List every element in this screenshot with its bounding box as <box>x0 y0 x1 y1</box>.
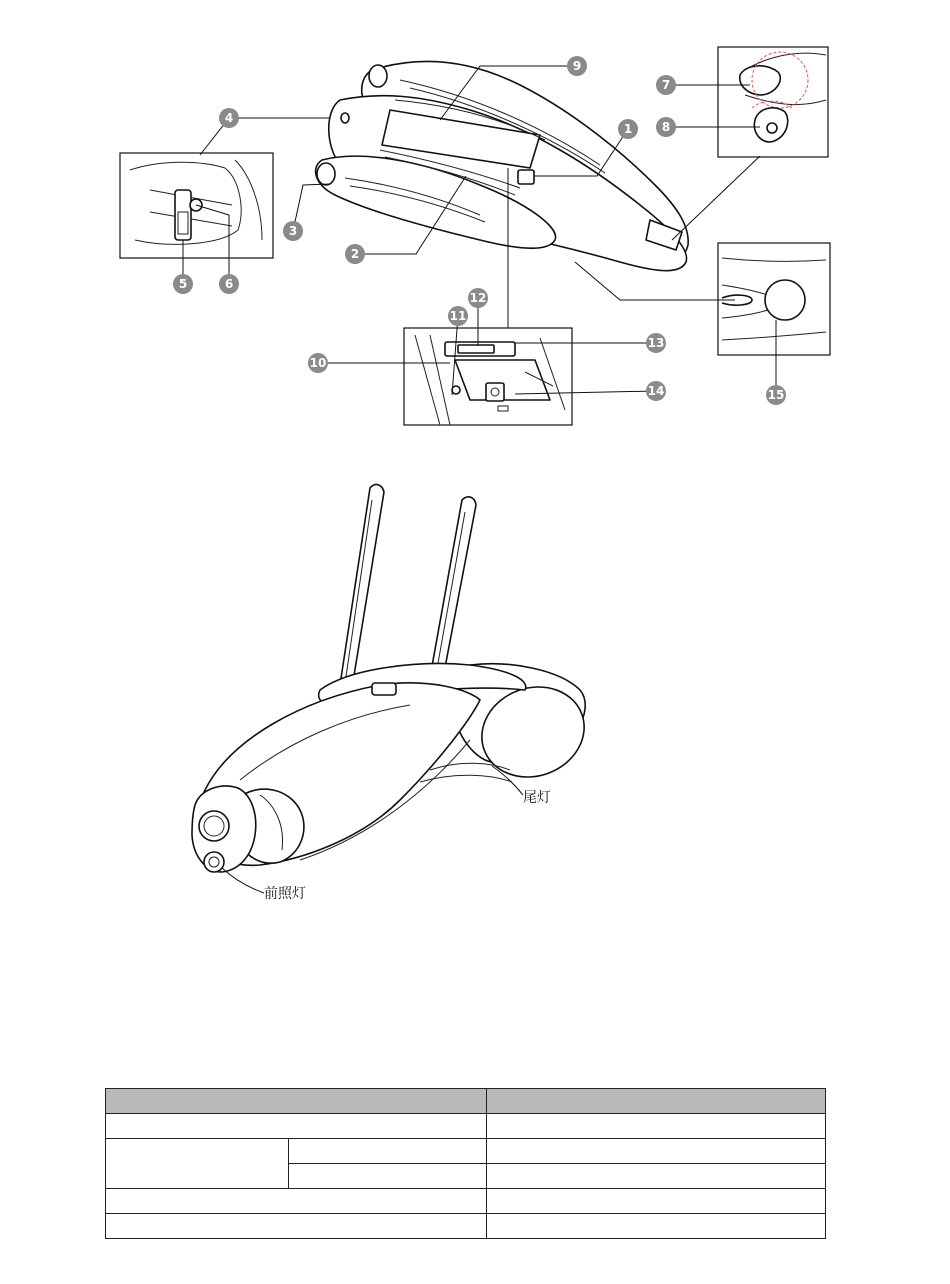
drone-underside-illustration <box>316 62 689 271</box>
svg-text:8: 8 <box>661 120 671 134</box>
inset-bottom-port <box>718 243 830 355</box>
table-row <box>106 1139 826 1164</box>
svg-text:4: 4 <box>224 111 234 125</box>
svg-text:3: 3 <box>288 224 298 238</box>
spec-table-header <box>106 1089 826 1114</box>
table-row <box>106 1214 826 1239</box>
callout-15 <box>766 385 786 405</box>
header-cell <box>487 1089 826 1114</box>
svg-text:10: 10 <box>309 356 327 370</box>
header-cell <box>106 1089 487 1114</box>
callout-12 <box>468 288 488 308</box>
svg-text:13: 13 <box>647 336 665 350</box>
head-light-label: 前照灯 <box>264 886 306 902</box>
table-cell <box>106 1189 487 1214</box>
callout-6 <box>219 274 239 294</box>
table-cell <box>487 1164 826 1189</box>
callout-1 <box>618 119 638 139</box>
svg-text:14: 14 <box>647 384 665 398</box>
svg-text:7: 7 <box>661 78 671 92</box>
svg-text:5: 5 <box>178 277 188 291</box>
inset-tail-detail <box>718 47 828 157</box>
callout-8 <box>656 117 676 137</box>
callout-11 <box>448 306 468 326</box>
callout-4 <box>219 108 239 128</box>
callout-13 <box>646 333 666 353</box>
svg-text:9: 9 <box>572 59 582 73</box>
table-row <box>106 1114 826 1139</box>
table-cell <box>487 1189 826 1214</box>
svg-text:1: 1 <box>623 122 633 136</box>
callout-5 <box>173 274 193 294</box>
tail-light-label: 尾灯 <box>523 790 551 806</box>
callout-14 <box>646 381 666 401</box>
svg-text:6: 6 <box>224 277 234 291</box>
svg-text:11: 11 <box>449 309 467 323</box>
callout-10 <box>308 353 328 373</box>
table-cell <box>106 1214 487 1239</box>
callout-9 <box>567 56 587 76</box>
svg-text:12: 12 <box>469 291 487 305</box>
table-cell <box>487 1139 826 1164</box>
table-cell <box>106 1139 289 1189</box>
callout-7 <box>656 75 676 95</box>
svg-text:2: 2 <box>350 247 360 261</box>
svg-text:15: 15 <box>767 388 785 402</box>
table-cell <box>289 1164 487 1189</box>
drone-topside-illustration <box>192 485 597 872</box>
table-cell <box>487 1114 826 1139</box>
callout-2 <box>345 244 365 264</box>
spec-table <box>105 1088 826 1239</box>
table-cell <box>106 1114 487 1139</box>
callout-3 <box>283 221 303 241</box>
table-cell <box>487 1214 826 1239</box>
table-row <box>106 1189 826 1214</box>
head-light-callout <box>222 868 306 902</box>
table-cell <box>289 1139 487 1164</box>
